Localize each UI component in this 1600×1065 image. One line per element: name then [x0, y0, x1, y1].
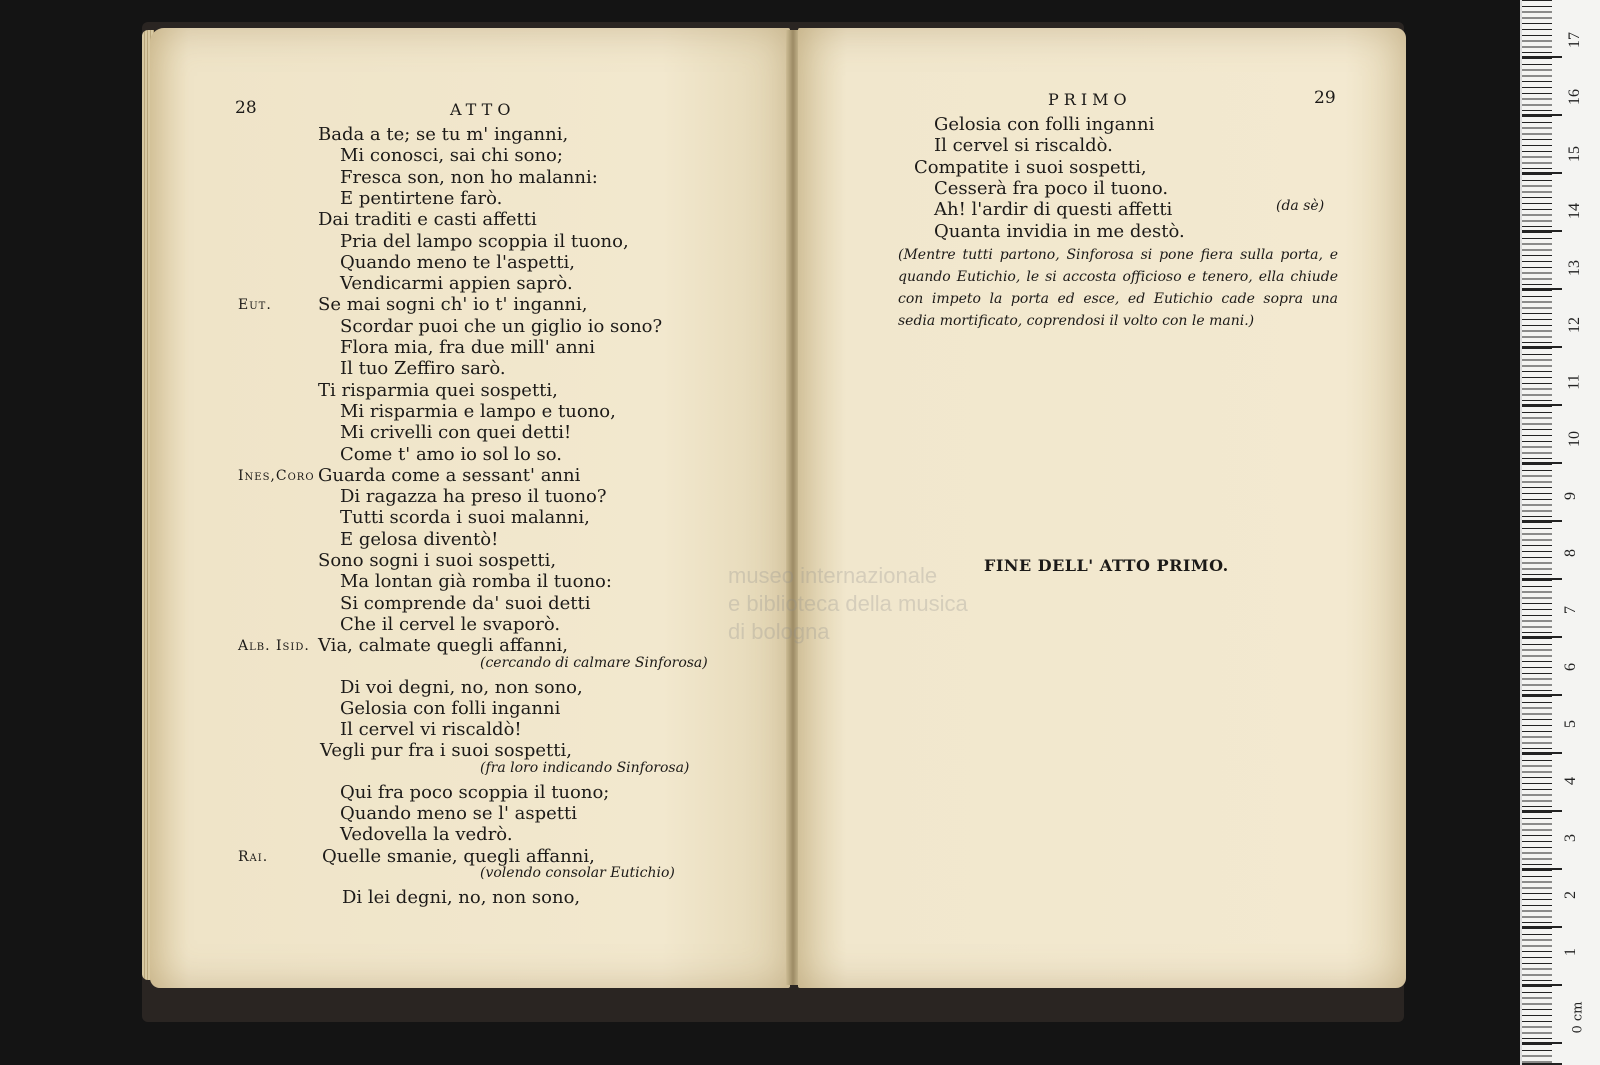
aside-da-se: (da sè)	[1276, 198, 1325, 214]
measuring-ruler	[1520, 0, 1600, 1065]
verse-line: Che il cervel le svaporò.	[340, 613, 561, 635]
verse-line: Se mai sogni ch' io t' inganni,	[318, 294, 588, 316]
ruler-number: 15	[1566, 146, 1583, 162]
verse-line: Flora mia, fra due mill' anni	[340, 337, 596, 358]
verse-line: Scordar puoi che un giglio io sono?	[340, 315, 663, 337]
verse-line: Quelle smanie, quegli affanni,	[322, 845, 595, 867]
watermark-line-1: museo internazionale	[728, 563, 938, 588]
watermark-line-3: di bologna	[728, 619, 830, 644]
verse-line: Compatite i suoi sospetti,	[914, 156, 1147, 178]
page-header-right: PRIMO	[1048, 90, 1132, 109]
verse-line: Ti risparmia quei sospetti,	[318, 379, 558, 401]
stage-direction: (Mentre tutti partono, Sinforosa si pone fiera sulla porta, e quando Eutichio, le si accosta officioso e tenero, ella chiude con impeto la porta ed esce, ed Eutichio cade sopra una sedia mortificato, coprendosi il volto con le mani.)	[898, 247, 1338, 329]
speaker-label: Eut.	[238, 297, 272, 314]
speaker-label: Alb. Isid.	[238, 638, 310, 655]
museum-watermark	[728, 562, 968, 646]
stage-direction-left: (cercando di calmare Sinforosa)	[480, 654, 708, 671]
verse-line: E pentirtene farò.	[340, 187, 503, 209]
ruler-number: 17	[1566, 32, 1583, 48]
ruler-number: 6	[1562, 663, 1579, 671]
verse-line: Ah! l'ardir di questi affetti	[934, 199, 1173, 221]
ruler-number: 8	[1562, 549, 1579, 557]
verse-line: Gelosia con folli inganni	[934, 114, 1155, 135]
speaker-label: Ines,Coro	[238, 467, 315, 484]
verse-line: Il cervel si riscaldò.	[934, 135, 1113, 157]
verse-line: Mi conosci, sai chi sono;	[340, 145, 563, 167]
ruler-number: 3	[1562, 834, 1579, 842]
verse-line: Via, calmate quegli affanni,	[318, 635, 569, 657]
verse-line: Vegli pur fra i suoi sospetti,	[320, 740, 572, 762]
ruler-number: 16	[1566, 89, 1583, 105]
left-page	[150, 28, 790, 988]
verse-line: Quanta invidia in me destò.	[934, 220, 1185, 242]
ruler-number: 2	[1562, 891, 1579, 899]
ruler-number: 12	[1566, 317, 1583, 333]
verse-line: Tutti scorda i suoi malanni,	[340, 507, 590, 529]
verse-line: Il tuo Zeffiro sarò.	[340, 358, 506, 380]
verse-line: Cesserà fra poco il tuono.	[934, 177, 1169, 199]
ruler-major-ticks	[1522, 0, 1562, 1065]
verse-line: Bada a te; se tu m' inganni,	[318, 124, 569, 145]
stage-direction-left: (fra loro indicando Sinforosa)	[480, 759, 690, 776]
verse-line: Pria del lampo scoppia il tuono,	[340, 230, 629, 252]
ruler-number: 13	[1566, 260, 1583, 276]
ruler-number: 7	[1562, 606, 1579, 614]
verse-line: Quando meno te l'aspetti,	[340, 251, 576, 273]
verse-line: Vedovella la vedrò.	[340, 824, 513, 846]
verse-line: E gelosa diventò!	[340, 528, 499, 550]
verse-line: Sono sogni i suoi sospetti,	[318, 550, 557, 571]
verse-line: Ma lontan già romba il tuono:	[340, 571, 612, 593]
verse-line: Fresca son, non ho malanni:	[340, 166, 598, 188]
verse-line: Qui fra poco scoppia il tuono;	[340, 781, 610, 803]
verse-line: Mi crivelli con quei detti!	[340, 422, 572, 444]
page-header-left: ATTO	[450, 100, 516, 119]
right-page	[798, 28, 1406, 988]
verse-line: Di lei degni, no, non sono,	[342, 886, 581, 908]
verse-line: Quando meno se l' aspetti	[340, 803, 578, 824]
ruler-number: 4	[1562, 777, 1579, 785]
ruler-number: 1	[1562, 948, 1579, 956]
verse-line: Guarda come a sessant' anni	[318, 464, 581, 486]
verse-line: Dai traditi e casti affetti	[318, 209, 537, 231]
end-of-act: FINE DELL' ATTO PRIMO.	[984, 556, 1229, 575]
speaker-label: Rai.	[238, 848, 269, 865]
verse-line: Di ragazza ha preso il tuono?	[340, 486, 607, 508]
verse-line: Mi risparmia e lampo e tuono,	[340, 400, 616, 422]
ruler-unit: 0 cm	[1570, 1001, 1586, 1034]
verse-line: Si comprende da' suoi detti	[340, 592, 591, 614]
verse-line: Di voi degni, no, non sono,	[340, 676, 583, 698]
ruler-number: 5	[1562, 720, 1579, 728]
ruler-number: 14	[1566, 203, 1583, 219]
page-number-right: 29	[1314, 88, 1336, 108]
ruler-number: 11	[1565, 374, 1583, 390]
verse-line: Vendicarmi appien saprò.	[340, 273, 573, 295]
ruler-number: 9	[1562, 492, 1579, 500]
stage-direction-left: (volendo consolar Eutichio)	[480, 864, 675, 881]
page-number-left: 28	[235, 98, 257, 118]
verse-line: Come t' amo io sol lo so.	[340, 443, 562, 465]
watermark-line-2: e biblioteca della musica	[728, 591, 968, 616]
verse-line: Gelosia con folli inganni	[340, 697, 561, 719]
ruler-number: 10	[1566, 431, 1583, 447]
verse-line: Il cervel vi riscaldò!	[340, 719, 522, 741]
